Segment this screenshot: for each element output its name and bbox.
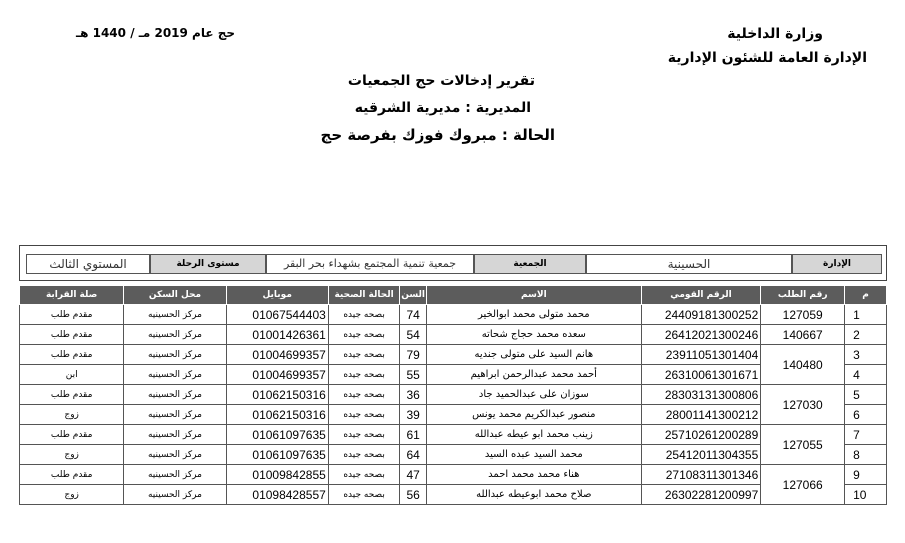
ministry-name: وزارة الداخلية — [727, 26, 823, 42]
mobile: 01004699357 — [226, 365, 328, 385]
health-status: بصحه جيده — [328, 445, 400, 465]
relation: زوج — [20, 445, 124, 465]
request-number: 127030 — [761, 385, 845, 425]
residence: مركز الحسينيه — [124, 365, 226, 385]
age: 47 — [400, 465, 427, 485]
pilgrim-name: سوزان على عبدالحميد جاد — [426, 385, 641, 405]
table-row — [20, 385, 887, 405]
table-header — [20, 286, 887, 305]
table-body — [20, 305, 887, 505]
relation: زوج — [20, 485, 124, 505]
national-id: 26302281200997 — [641, 485, 761, 505]
health-status: بصحه جيده — [328, 485, 400, 505]
residence: مركز الحسينيه — [124, 485, 226, 505]
pilgrim-name: هانم السيد على متولى جنديه — [426, 345, 641, 365]
age: 64 — [400, 445, 427, 465]
table-row — [20, 485, 887, 505]
health-status: بصحه جيده — [328, 325, 400, 345]
national-id: 27108311301346 — [641, 465, 761, 485]
national-id: 28001141300212 — [641, 405, 761, 425]
mobile: 01062150316 — [226, 405, 328, 425]
col-header: موبايل — [226, 286, 328, 305]
national-id: 24409181300252 — [641, 305, 761, 325]
mobile: 01004699357 — [226, 345, 328, 365]
association-value: جمعية تنمية المجتمع بشهداء بحر البقر — [266, 254, 474, 274]
row-index: 5 — [845, 385, 887, 405]
pilgrim-name: منصور عبدالكريم محمد يونس — [426, 405, 641, 425]
row-index: 8 — [845, 445, 887, 465]
health-status: بصحه جيده — [328, 465, 400, 485]
health-status: بصحه جيده — [328, 365, 400, 385]
pilgrim-name: سعده محمد حجاج شحاته — [426, 325, 641, 345]
health-status: بصحه جيده — [328, 345, 400, 365]
health-status: بصحه جيده — [328, 405, 400, 425]
age: 55 — [400, 365, 427, 385]
admin-department: الإدارة العامة للشئون الإدارية — [667, 50, 867, 66]
trip-level-value: المستوي الثالث — [26, 254, 150, 274]
info-bar — [19, 245, 887, 281]
table-row — [20, 325, 887, 345]
trip-level-label: مستوى الرحلة — [150, 254, 266, 274]
status-line: الحالة : مبروك فوزك بفرصة حج — [320, 126, 555, 144]
mobile: 01001426361 — [226, 325, 328, 345]
col-header: الحالة الصحية — [328, 286, 400, 305]
request-number: 127066 — [761, 465, 845, 505]
table-row — [20, 405, 887, 425]
table-row — [20, 425, 887, 445]
row-index: 7 — [845, 425, 887, 445]
residence: مركز الحسينيه — [124, 345, 226, 365]
residence: مركز الحسينيه — [124, 325, 226, 345]
national-id: 23911051301404 — [641, 345, 761, 365]
relation: مقدم طلب — [20, 305, 124, 325]
row-index: 6 — [845, 405, 887, 425]
relation: زوج — [20, 405, 124, 425]
relation: مقدم طلب — [20, 385, 124, 405]
pilgrim-name: محمد متولى محمد ابوالخير — [426, 305, 641, 325]
pilgrim-name: أحمد محمد عبدالرحمن ابراهيم — [426, 365, 641, 385]
age: 61 — [400, 425, 427, 445]
col-header: رقم الطلب — [761, 286, 845, 305]
relation: مقدم طلب — [20, 345, 124, 365]
national-id: 26412021300246 — [641, 325, 761, 345]
admin-value: الحسينية — [586, 254, 792, 274]
col-header: صلة القرابة — [20, 286, 124, 305]
health-status: بصحه جيده — [328, 385, 400, 405]
mobile: 01062150316 — [226, 385, 328, 405]
relation: مقدم طلب — [20, 465, 124, 485]
col-header: الرقم القومي — [641, 286, 761, 305]
directorate: المديرية : مديرية الشرقيه — [354, 100, 531, 116]
table-row — [20, 445, 887, 465]
report-title: تقرير إدخالات حج الجمعيات — [347, 73, 535, 89]
pilgrims-table — [19, 285, 887, 505]
residence: مركز الحسينيه — [124, 425, 226, 445]
request-number: 140667 — [761, 325, 845, 345]
health-status: بصحه جيده — [328, 305, 400, 325]
mobile: 01098428557 — [226, 485, 328, 505]
age: 39 — [400, 405, 427, 425]
mobile: 01061097635 — [226, 445, 328, 465]
row-index: 2 — [845, 325, 887, 345]
pilgrim-name: صلاح محمد ابوعيطه عبدالله — [426, 485, 641, 505]
admin-label: الإدارة — [792, 254, 882, 274]
row-index: 9 — [845, 465, 887, 485]
relation: مقدم طلب — [20, 425, 124, 445]
row-index: 3 — [845, 345, 887, 365]
mobile: 01067544403 — [226, 305, 328, 325]
national-id: 26310061301671 — [641, 365, 761, 385]
residence: مركز الحسينيه — [124, 305, 226, 325]
national-id: 25412011304355 — [641, 445, 761, 465]
table-row — [20, 465, 887, 485]
residence: مركز الحسينيه — [124, 445, 226, 465]
table-row — [20, 365, 887, 385]
mobile: 01061097635 — [226, 425, 328, 445]
hajj-year: حج عام 2019 مـ / 1440 هـ — [76, 26, 236, 40]
residence: مركز الحسينيه — [124, 385, 226, 405]
pilgrim-name: زينب محمد ابو عيطه عبدالله — [426, 425, 641, 445]
health-status: بصحه جيده — [328, 425, 400, 445]
pilgrim-name: هناء محمد محمد احمد — [426, 465, 641, 485]
national-id: 25710261200289 — [641, 425, 761, 445]
pilgrim-name: محمد السيد عبده السيد — [426, 445, 641, 465]
col-header: محل السكن — [124, 286, 226, 305]
table-row — [20, 345, 887, 365]
residence: مركز الحسينيه — [124, 465, 226, 485]
request-number: 127059 — [761, 305, 845, 325]
residence: مركز الحسينيه — [124, 405, 226, 425]
table-row — [20, 305, 887, 325]
association-label: الجمعية — [474, 254, 586, 274]
row-index: 4 — [845, 365, 887, 385]
row-index: 10 — [845, 485, 887, 505]
col-header: م — [845, 286, 887, 305]
age: 56 — [400, 485, 427, 505]
age: 74 — [400, 305, 427, 325]
age: 79 — [400, 345, 427, 365]
request-number: 140480 — [761, 345, 845, 385]
national-id: 28303131300806 — [641, 385, 761, 405]
relation: ابن — [20, 365, 124, 385]
row-index: 1 — [845, 305, 887, 325]
age: 54 — [400, 325, 427, 345]
col-header: الاسم — [426, 286, 641, 305]
col-header: السن — [400, 286, 427, 305]
request-number: 127055 — [761, 425, 845, 465]
relation: مقدم طلب — [20, 325, 124, 345]
age: 36 — [400, 385, 427, 405]
mobile: 01009842855 — [226, 465, 328, 485]
